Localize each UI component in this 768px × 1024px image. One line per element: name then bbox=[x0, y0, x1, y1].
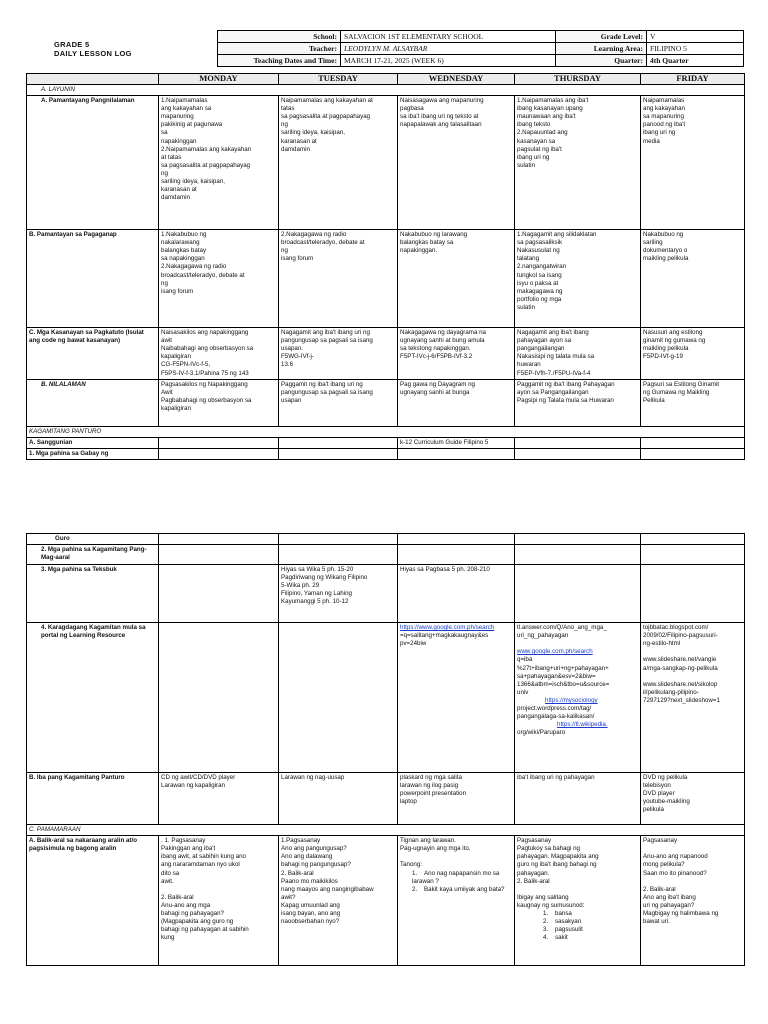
nl-tuesday bbox=[279, 379, 398, 426]
nilalaman-label: B. NILALAMAN bbox=[27, 379, 159, 426]
pamamaraan-heading: C. PAMAMARAAN bbox=[27, 825, 745, 836]
ba-thursday-intro: Pagsasanay Pagtukoy sa bahagi ng pahayagan. Magpapakita ang guro ng iba't ibang bahagi ng pahayagan. 2. Balik-aral Ibigay ang salitang kaugnay ng sumusunod: bbox=[517, 837, 599, 909]
sanggunian-row bbox=[27, 437, 745, 448]
layunin-row bbox=[27, 85, 745, 96]
list-item: 2. sasakyan bbox=[543, 918, 582, 926]
tb-friday bbox=[641, 565, 745, 623]
school-label: School: bbox=[218, 31, 341, 43]
gr-tuesday bbox=[279, 534, 398, 545]
quarter-value: 4th Quarter bbox=[647, 55, 744, 67]
pp-friday-text: Naipamamalas ang kakayahan sa mapanuring panood ng iba't ibang uri ng media bbox=[643, 97, 686, 145]
kr-thursday-text1: tl.answer.com/Q/Ano_ang_mga_ uri_ng_pahayagan bbox=[517, 624, 607, 640]
area-label: Learning Area: bbox=[556, 43, 647, 55]
ib-wednesday bbox=[398, 773, 515, 825]
mk-wednesday-text: Nakagagawa ng dayagrama na ugnayang sanhi at bung amula sa tekstong napakinggan. F5PT-IVc-j-6/F5PB-IVf-3.2 bbox=[400, 329, 486, 361]
mk-monday-text: Naisasakilos ang napakinggang awit Naibabahagi ang obserbasyon sa kapaligiran CG-F5PN-IVc-f-5, F5PS-IV-f-3.1/Pahina 75 ng 143 bbox=[161, 329, 254, 377]
ba-monday-text: . 1. Pagsasanay Pakinggan ang iba't ibang awit, at sabihin kung ano ang nararamdaman nyo ukol dito sa awit. 2. Balik-aral Anu-ano ang mga bahagi ng pahayagan? (Magpapakita ang guro ng bahagi ng pahayagan at sabihin kung bbox=[161, 837, 249, 942]
tb-wednesday bbox=[398, 565, 515, 623]
title-dll: DAILY LESSON LOG bbox=[54, 48, 132, 58]
pp-tuesday bbox=[279, 96, 398, 230]
dates-value: MARCH 17-21, 2025 (WEEK 6) bbox=[341, 55, 556, 67]
day-header-blank bbox=[27, 74, 159, 85]
ba-wed-q1: Ano nag napapansin mo sa larawan ? bbox=[412, 869, 500, 885]
kr-wednesday bbox=[398, 623, 515, 773]
pamantayang-pangnilalaman-row bbox=[27, 96, 745, 230]
gb-thursday bbox=[515, 448, 641, 459]
ba-thu-2: sasakyan bbox=[555, 918, 582, 926]
tb-tuesday bbox=[279, 565, 398, 623]
pamamaraan-row bbox=[27, 825, 745, 836]
pp-thursday-text: 1.Naipamamalas ang iba't ibang kasanayan upang maunawaan ang iba't ibang teksto 2.Napauunlad ang kasanayan sa pagsulat ng iba't ibang uri ng sulatin bbox=[517, 97, 589, 169]
kr-friday-text: tojbbatac.blogspot.com/ 2009/02/Filipino-pagsusuri- ng-estilo-html www.slideshare.net/vangie a/mga-sangkap-ng-pelikula www.slideshare.net/sikolop il/pelikulang-pilipino- 7297129?next_slideshow=1 bbox=[643, 624, 720, 704]
kr-tuesday bbox=[279, 623, 398, 773]
day-wednesday: WEDNESDAY bbox=[398, 74, 515, 85]
pg-monday-text: 1.Nakabubuo ng nakalarawang balangkas batay sa napakinggan 2.Nakagagawa ng radio broadcast/teleradyo, debate at ng isang forum bbox=[161, 231, 245, 295]
pg-thursday-text: 1.Nagagamit ang silidaklatan sa pagsasaliksik Nakasusulat ng talatang 2.nangangatwiran tungkol sa isang isyu o paksa at makagagawa ng portfolio ng mga sulatin bbox=[517, 231, 597, 311]
nl-tuesday-text: Paggamit ng iba't ibang uri ng pangungusap sa pagsali sa isang usapan bbox=[281, 380, 373, 404]
ba-wednesday-list bbox=[400, 870, 512, 894]
sg-thursday bbox=[515, 437, 641, 448]
pg-friday bbox=[641, 230, 745, 328]
mysociology-link[interactable]: https://mysociology bbox=[545, 696, 598, 704]
pp-wednesday bbox=[398, 96, 515, 230]
balik-aral-label: A. Balik-aral sa nakaraang aralin at/o pagsisimula ng bagong aralin bbox=[27, 836, 159, 966]
grade-value: V bbox=[647, 31, 744, 43]
nl-monday bbox=[159, 379, 279, 426]
kagamitang-panturo-row bbox=[27, 426, 745, 437]
teksbuk-label: 3. Mga pahina sa Teksbuk bbox=[27, 565, 159, 623]
mk-tuesday-text: Nagagamit ang iba't ibang uri ng pangungusap sa pagsali sa isang usapan. F5WG-IVf-j- 13.6 bbox=[281, 329, 373, 369]
pp-monday bbox=[159, 96, 279, 230]
lesson-table-page2 bbox=[26, 533, 745, 966]
km-tuesday bbox=[279, 545, 398, 565]
iba-pang-row bbox=[27, 773, 745, 825]
pg-friday-text: Nakabubuo ng sariling dokumentaryo o maikling pelikula bbox=[643, 231, 689, 263]
sg-monday bbox=[159, 437, 279, 448]
google-search-link-2[interactable]: www.google.com.ph/search bbox=[517, 648, 593, 656]
ib-monday-text: CD ng awit/CD/DVD player Larawan ng kapaligiran bbox=[161, 774, 236, 790]
sg-wednesday: k-12 Curriculum Guide Filipino 5 bbox=[398, 437, 515, 448]
ba-friday-text: Pagsasanay Anu-ano ang napanood mong pelikula? Saan mo ito pinanood? 2. Balik-aral Ano ang iba't ibang uri ng pahayagan? Magbigay ng halimbawa ng bawat uri. bbox=[643, 837, 719, 926]
tb-monday bbox=[159, 565, 279, 623]
pg-wednesday-text: Nakabubuo ng larawang balangkas batay sa napakinggan. bbox=[400, 231, 468, 255]
day-header-row bbox=[27, 74, 745, 85]
ib-tuesday-text: Larawan ng nag-uusap bbox=[281, 774, 345, 782]
kr-friday bbox=[641, 623, 745, 773]
list-item: 4. sakit bbox=[543, 934, 568, 942]
km-wednesday bbox=[398, 545, 515, 565]
header-title bbox=[26, 31, 218, 67]
sg-tuesday bbox=[279, 437, 398, 448]
pg-tuesday-text: 2.Nakagagawa ng radio broadcast/teleradyo, debate at ng isang forum bbox=[281, 231, 365, 263]
pg-monday bbox=[159, 230, 279, 328]
google-search-link[interactable]: https://www.google.com.ph/search bbox=[400, 624, 495, 632]
ba-tuesday-text: 1.Pagsasanay Ano ang pangungusap? Ano ang dalawang bahagi ng pangungusap? 2. Balik-aral Paano mo maikikilos nang maayos ang nangingibabaw awit? Kapag umuunlad ang isang bayan, ano ang naoobserbahan nyo? bbox=[281, 837, 374, 926]
pamantayan-pagganap-row bbox=[27, 230, 745, 328]
kr-thursday-text4: org/wiki/Paruparo bbox=[517, 729, 566, 737]
mk-thursday-text: Nagagamit ang iba't ibang pahayagan ayon sa pangangailangan Nakasisipi ng talata mula sa huwaran F5EP-IVfh-7./F5PU-IVa-f-4 bbox=[517, 329, 595, 377]
gr-thursday bbox=[515, 534, 641, 545]
teksbuk-row bbox=[27, 565, 745, 623]
ba-wednesday-intro: Tignan ang larawan. Pag-ugnayin ang mga ito. Tanong: bbox=[400, 837, 471, 869]
kagamitang-mag-aaral-label: 2. Mga pahina sa Kagamitang Pang-Mag-aaral bbox=[27, 545, 159, 565]
pamantayan-pagganap-label: B. Pamantayan sa Pagaganap bbox=[27, 230, 159, 328]
kr-thursday bbox=[515, 623, 641, 773]
lesson-table-page1 bbox=[26, 73, 745, 460]
ba-thu-3: pagsusulit bbox=[555, 926, 583, 934]
mk-tuesday bbox=[279, 328, 398, 380]
gr-wednesday bbox=[398, 534, 515, 545]
mk-friday-text: Nasusuri ang estilong ginamit ng gumawa ng maikling pelikula F5PD-IVf-g-19 bbox=[643, 329, 706, 361]
kr-thursday-text3: project.wordpress.com/tag/ pangangalaga-sa-kalikasan/ bbox=[517, 705, 595, 721]
mk-wednesday bbox=[398, 328, 515, 380]
kr-thursday-text2: q=iba %27t+ibang+uri+ng+pahayagan+ sa+pahayagan&esv=2&biw= 1366&atbm=isch&tbo=u&source= univ bbox=[517, 656, 610, 696]
school-value bbox=[341, 31, 556, 43]
ba-tuesday bbox=[279, 836, 398, 966]
guro-row bbox=[27, 534, 745, 545]
mga-kasanayan-label: C. Mga Kasanayan sa Pagkatuto (Isulat ang code ng bawat kasanayan) bbox=[27, 328, 159, 380]
nl-friday bbox=[641, 379, 745, 426]
km-monday bbox=[159, 545, 279, 565]
gabay-row bbox=[27, 448, 745, 459]
layunin-heading: A. LAYUNIN bbox=[27, 85, 745, 96]
pp-friday bbox=[641, 96, 745, 230]
school-value-text: SALVACION 1ST ELEMENTARY SCHOOL bbox=[344, 32, 484, 41]
kr-monday bbox=[159, 623, 279, 773]
km-friday bbox=[641, 545, 745, 565]
ib-friday-text: DVD ng pelikula telebisyon DVD player youtube-maikling pelikula bbox=[643, 774, 690, 814]
ba-wednesday bbox=[398, 836, 515, 966]
gr-monday bbox=[159, 534, 279, 545]
nilalaman-row bbox=[27, 379, 745, 426]
mk-monday bbox=[159, 328, 279, 380]
kagamitang-panturo-heading: KAGAMITANG PANTURO bbox=[27, 426, 745, 437]
gb-tuesday bbox=[279, 448, 398, 459]
kagamitang-mag-aaral-row bbox=[27, 545, 745, 565]
nl-thursday-text: Paggamit ng iba't ibang Pahayagan ayon sa Pangangailangan Pagsipi ng Talata mula sa Huwaran bbox=[517, 380, 615, 404]
list-item: 1. Ano nag napapansin mo sa larawan ? bbox=[412, 869, 500, 885]
list-item: 2. Bakit kaya umiiyak ang bata? bbox=[412, 885, 505, 893]
day-tuesday: TUESDAY bbox=[279, 74, 398, 85]
iba-pang-label: B. Iba pang Kagamitang Panturo bbox=[27, 773, 159, 825]
nl-wednesday-text: Pag gawa ng Dayagram ng ugnayang sanhi at bunga bbox=[400, 380, 475, 396]
pg-wednesday bbox=[398, 230, 515, 328]
title-grade: GRADE 5 bbox=[54, 39, 90, 49]
ib-friday bbox=[641, 773, 745, 825]
balik-aral-row bbox=[27, 836, 745, 966]
header-table bbox=[26, 30, 744, 67]
km-thursday bbox=[515, 545, 641, 565]
pg-tuesday bbox=[279, 230, 398, 328]
nl-friday-text: Pagsuri sa Estilong Ginamit ng Gumawa ng Maikling Pelikula bbox=[643, 380, 720, 404]
list-item: 1. bansa bbox=[543, 910, 572, 918]
pp-monday-text: 1.Naipamamalas ang kakayahan sa mapanuring pakikinig at pagunawa sa napakinggan 2.Naipamamalas ang kakayahan at tatas sa pagsasalita at pagpapahayag ng sariling ideya, kaisipan, karanasan at damdamin bbox=[161, 97, 252, 202]
day-friday: FRIDAY bbox=[641, 74, 745, 85]
mga-kasanayan-row bbox=[27, 328, 745, 380]
ib-monday bbox=[159, 773, 279, 825]
tb-thursday bbox=[515, 565, 641, 623]
gabay-label: 1. Mga pahina sa Gabay ng bbox=[27, 448, 159, 459]
ba-thu-1: bansa bbox=[555, 910, 572, 918]
ib-thursday bbox=[515, 773, 641, 825]
karagdagang-label: 4. Karagdagang Kagamitan mula sa portal ng Learning Resource bbox=[27, 623, 159, 773]
nl-wednesday bbox=[398, 379, 515, 426]
pp-wednesday-text: Naisasagawa ang mapanuring pagbasa sa iba't ibang uri ng teksto at napapalawak ang talasalitaan bbox=[400, 97, 484, 129]
wikipedia-link[interactable]: https://tl.wikipedia. bbox=[557, 721, 608, 729]
nl-thursday bbox=[515, 379, 641, 426]
ib-wednesday-text: plaskard ng mga salita larawan ng ilog pasig powerpoint presentation laptop bbox=[400, 774, 467, 806]
karagdagang-row bbox=[27, 623, 745, 773]
mk-thursday bbox=[515, 328, 641, 380]
gb-monday bbox=[159, 448, 279, 459]
list-item: 3. pagsusulit bbox=[543, 926, 583, 934]
pp-tuesday-text: Naipamamalas ang kakayahan at tatas sa pagsasalita at pagpapahayag ng sariling ideya, kaisipan, karanasan at damdamin bbox=[281, 97, 373, 153]
ba-friday bbox=[641, 836, 745, 966]
sanggunian-label: A. Sanggunian bbox=[27, 437, 159, 448]
ba-thursday-list bbox=[517, 910, 638, 942]
sg-friday bbox=[641, 437, 745, 448]
ba-monday bbox=[159, 836, 279, 966]
ba-wed-q2: Bakit kaya umiiyak ang bata? bbox=[424, 885, 505, 893]
guro-label: Guro bbox=[27, 534, 159, 545]
teacher-value: LEODYLYN M. ALSAYBAR bbox=[341, 43, 556, 55]
day-monday: MONDAY bbox=[159, 74, 279, 85]
pp-thursday bbox=[515, 96, 641, 230]
dates-label: Teaching Dates and Time: bbox=[218, 55, 341, 67]
pg-thursday bbox=[515, 230, 641, 328]
gb-wednesday bbox=[398, 448, 515, 459]
ib-thursday-text: iba't ibang uri ng pahayagan bbox=[517, 774, 595, 782]
day-thursday: THURSDAY bbox=[515, 74, 641, 85]
nl-monday-text: Pagsasakilos ng Napakinggang Awit Pagbabahagi ng obserbasyon sa kapaligiran bbox=[161, 380, 252, 412]
ba-thu-4: sakit bbox=[555, 934, 568, 942]
ba-thursday bbox=[515, 836, 641, 966]
teacher-label: Teacher: bbox=[218, 43, 341, 55]
quarter-label: Quarter: bbox=[556, 55, 647, 67]
gb-friday bbox=[641, 448, 745, 459]
ib-tuesday bbox=[279, 773, 398, 825]
pamantayang-pangnilalaman-label: A. Pamantayang Pangnilalaman bbox=[27, 96, 159, 230]
mk-friday bbox=[641, 328, 745, 380]
grade-label: Grade Level: bbox=[556, 31, 647, 43]
kr-wednesday-text: =q=salitang+magkakaugnay&es pv=24biw bbox=[400, 632, 489, 648]
gr-friday bbox=[641, 534, 745, 545]
area-value: FILIPINO 5 bbox=[647, 43, 744, 55]
tb-wednesday-text: Hiyas sa Pagbasa 5 ph. 208-210 bbox=[400, 566, 490, 574]
tb-tuesday-text: Hiyas sa Wika 5 ph. 15-20 Pagdiriwang ng Wikang Filipino 5-Wika ph. 29 Filipino, Yaman ng Lahing Kayumanggi 5 ph. 10-12 bbox=[281, 566, 368, 606]
